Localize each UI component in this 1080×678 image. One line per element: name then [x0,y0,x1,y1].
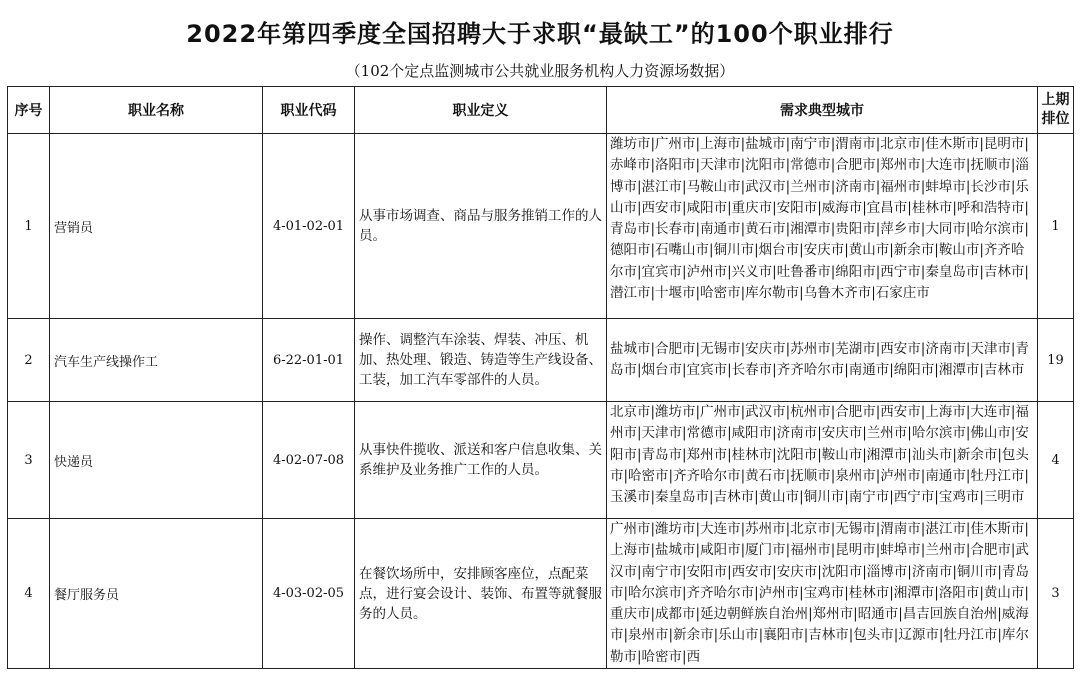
row-definition: 操作、调整汽车涂装、焊装、冲压、机加、热处理、锻造、铸造等生产线设备、工装，加工汽车零部件的人员。 [355,319,607,402]
row-definition: 从事市场调查、商品与服务推销工作的人员。 [355,134,607,319]
row-name: 快递员 [50,402,263,519]
row-code: 4-02-07-08 [263,402,355,519]
row-code: 4-01-02-01 [263,134,355,319]
table-row [8,402,1074,519]
row-cities: 广州市|潍坊市|大连市|苏州市|北京市|无锡市|渭南市|湛江市|佳木斯市|上海市|盐城市|咸阳市|厦门市|福州市|昆明市|蚌埠市|兰州市|合肥市|武汉市|南宁市|安阳市|西安市|安庆市|沈阳市|淄博市|济南市|铜川市|青岛市|哈尔滨市|齐齐哈尔市|泸州市|宝鸡市|桂林市|湘潭市|洛阳市|黄山市|重庆市|成都市|延边朝鲜族自治州|郑州市|昭通市|昌吉回族自治州|威海市|泉州市|新余市|乐山市|襄阳市|吉林市|包头市|辽源市|牡丹江市|库尔勒市|哈密市|西 [607,519,1038,669]
document-title: 2022年第四季度全国招聘大于求职“最缺工”的100个职业排行 [186,20,894,48]
row-rank: 1 [8,134,50,319]
document-subtitle: （102个定点监测城市公共就业服务机构人力资源场数据） [345,62,735,80]
row-prev-rank: 1 [1038,134,1074,319]
row-prev-rank: 4 [1038,402,1074,519]
row-definition: 在餐饮场所中，安排顾客座位，点配菜点，进行宴会设计、装饰、布置等就餐服务的人员。 [355,519,607,669]
table-row [8,319,1074,402]
row-name: 汽车生产线操作工 [50,319,263,402]
table-header-row [8,87,1074,134]
row-prev-rank: 3 [1038,519,1074,669]
row-rank: 4 [8,519,50,669]
row-rank: 2 [8,319,50,402]
header-rank: 序号 [8,87,50,134]
header-cities: 需求典型城市 [607,87,1038,134]
row-code: 4-03-02-05 [263,519,355,669]
row-cities: 盐城市|合肥市|无锡市|安庆市|苏州市|芜湖市|西安市|济南市|天津市|青岛市|烟台市|宜宾市|长春市|齐齐哈尔市|南通市|绵阳市|湘潭市|吉林市 [607,319,1038,402]
row-name: 餐厅服务员 [50,519,263,669]
row-prev-rank: 19 [1038,319,1074,402]
row-cities: 潍坊市|广州市|上海市|盐城市|南宁市|渭南市|北京市|佳木斯市|昆明市|赤峰市|洛阳市|天津市|沈阳市|常德市|合肥市|郑州市|大连市|抚顺市|淄博市|湛江市|马鞍山市|武汉市|兰州市|济南市|福州市|蚌埠市|长沙市|乐山市|西安市|咸阳市|重庆市|安阳市|威海市|宜昌市|桂林市|呼和浩特市|青岛市|长春市|南通市|黄石市|湘潭市|贵阳市|萍乡市|大同市|哈尔滨市|德阳市|石嘴山市|铜川市|烟台市|安庆市|黄山市|新余市|鞍山市|齐齐哈尔市|宜宾市|泸州市|兴义市|吐鲁番市|绵阳市|西宁市|秦皇岛市|吉林市|潜江市|十堰市|哈密市|库尔勒市|乌鲁木齐市|石家庄市 [607,134,1038,319]
header-code: 职业代码 [263,87,355,134]
table-row [8,134,1074,319]
occupation-ranking-table [7,86,1074,669]
row-name: 营销员 [50,134,263,319]
header-prev-rank: 上期排位 [1038,87,1074,134]
table-row [8,519,1074,669]
header-definition: 职业定义 [355,87,607,134]
header-name: 职业名称 [50,87,263,134]
row-cities: 北京市|潍坊市|广州市|武汉市|杭州市|合肥市|西安市|上海市|大连市|福州市|天津市|常德市|咸阳市|济南市|安庆市|兰州市|哈尔滨市|佛山市|安阳市|青岛市|郑州市|桂林市|沈阳市|鞍山市|湘潭市|汕头市|新余市|包头市|哈密市|齐齐哈尔市|黄石市|抚顺市|泉州市|泸州市|南通市|牡丹江市|玉溪市|秦皇岛市|吉林市|黄山市|铜川市|南宁市|西宁市|宝鸡市|三明市 [607,402,1038,519]
row-rank: 3 [8,402,50,519]
row-definition: 从事快件揽收、派送和客户信息收集、关系维护及业务推广工作的人员。 [355,402,607,519]
row-code: 6-22-01-01 [263,319,355,402]
